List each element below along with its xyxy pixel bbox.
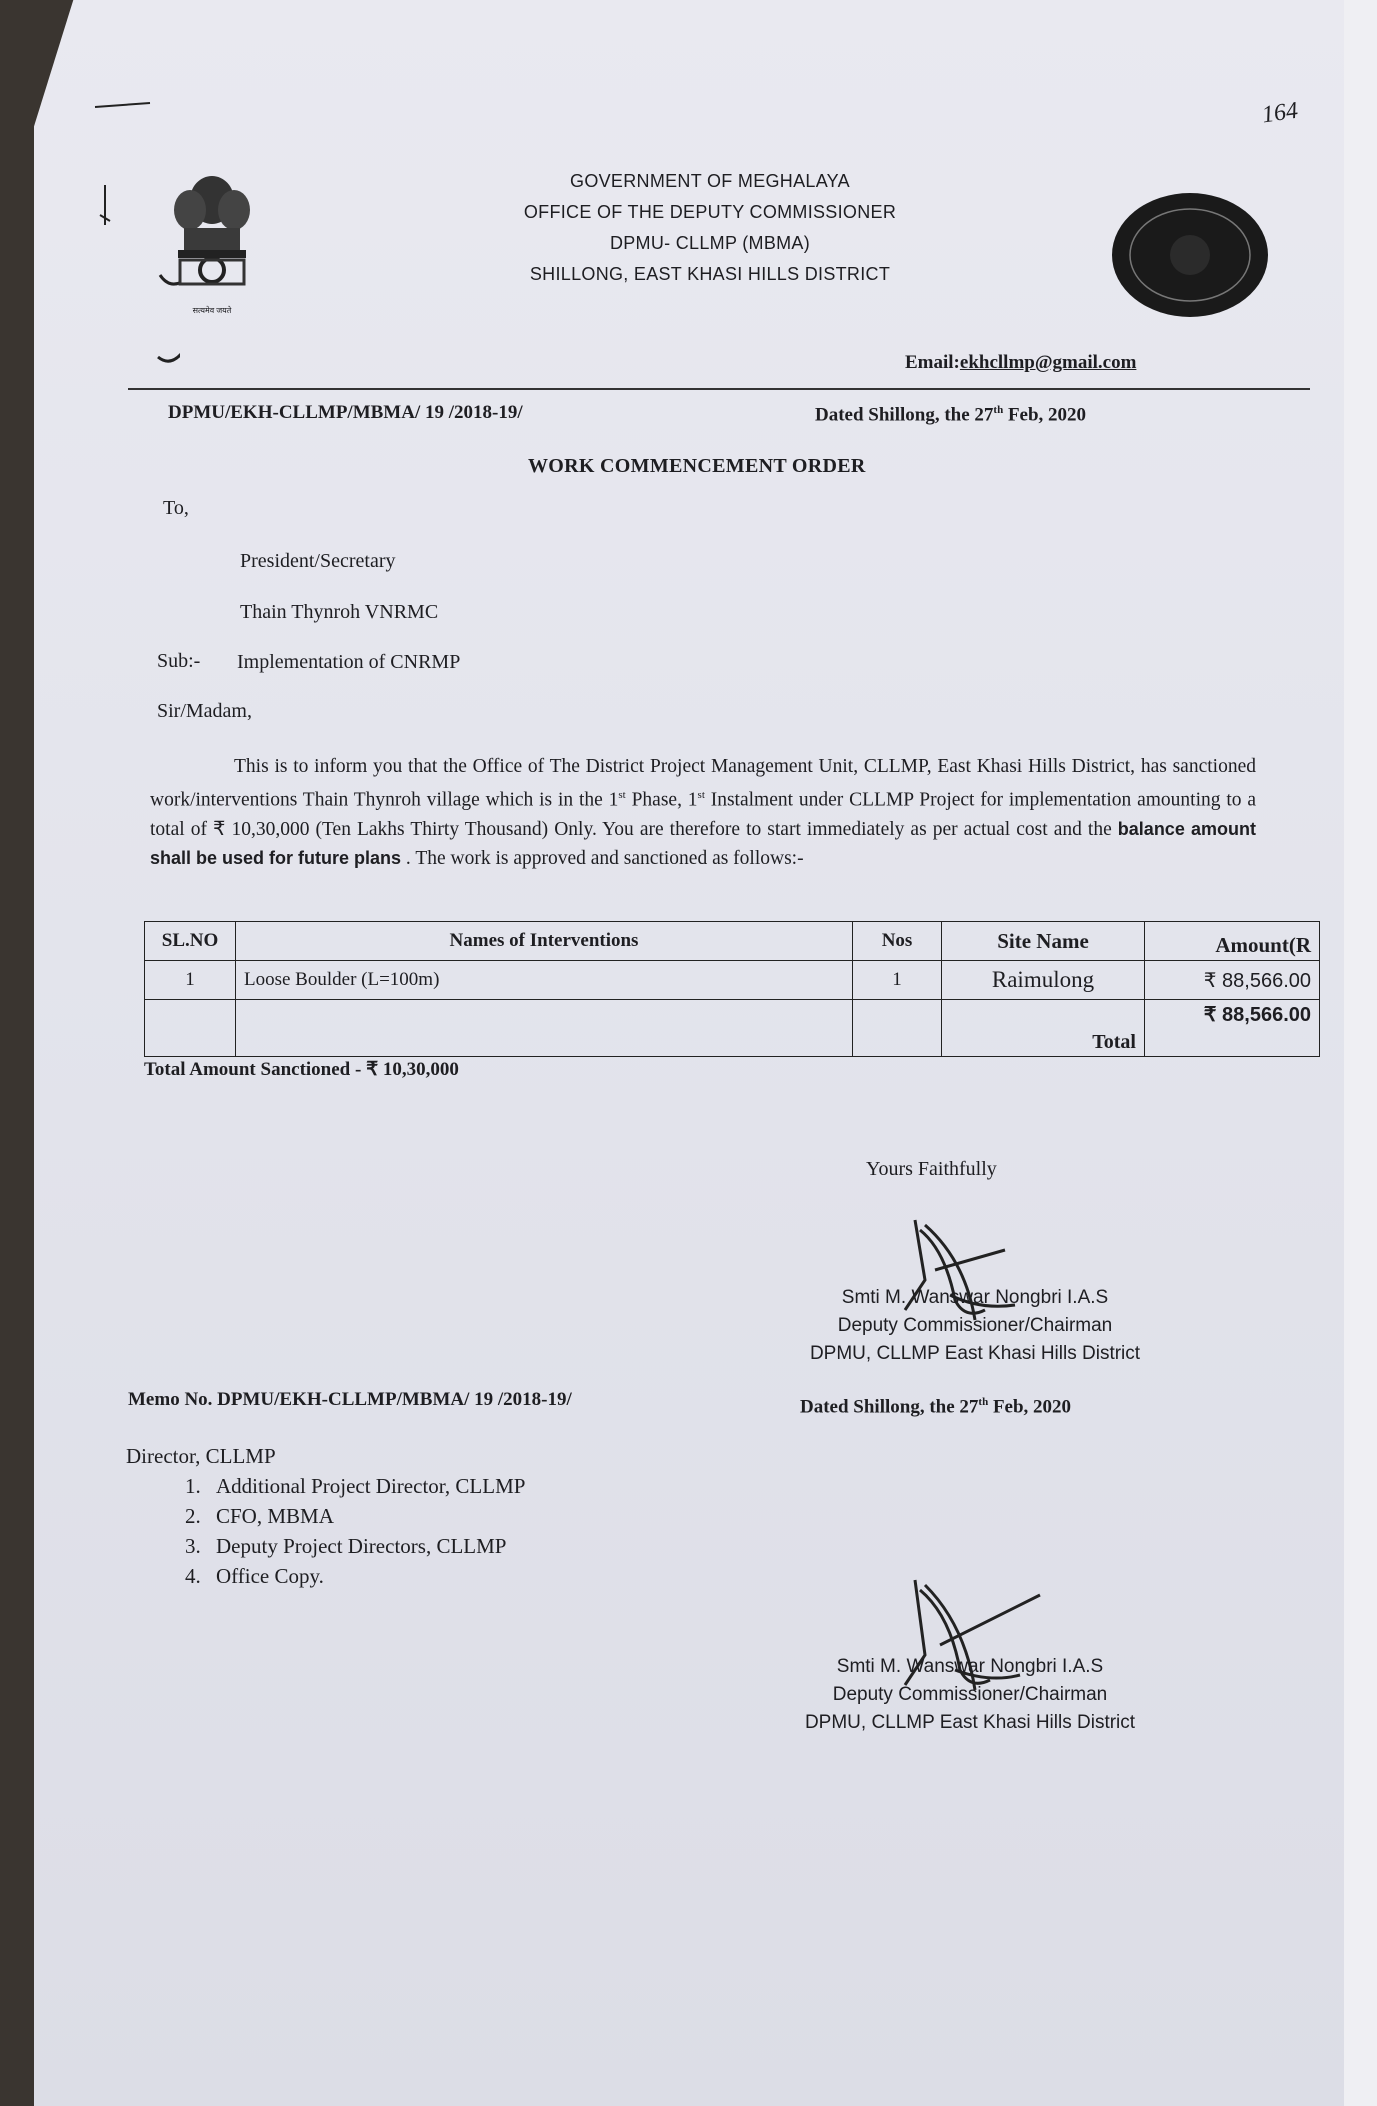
list-item: 2. CFO, MBMA [206, 1501, 525, 1531]
reference-number: DPMU/EKH-CLLMP/MBMA/ 19 /2018-19/ [168, 402, 523, 423]
copy-to-list [126, 1441, 525, 1591]
body-text-4: . The work is approved and sanctioned as follows:- [401, 847, 804, 869]
to-line: To, [163, 497, 189, 519]
interventions-table [144, 921, 1320, 1057]
signatory-office-2: DPMU, CLLMP East Khasi Hills District [804, 1712, 1136, 1733]
memo-date-sup: th [978, 1396, 989, 1408]
memo-date-suffix: Feb, 2020 [988, 1396, 1072, 1418]
cell-amount: ₹ 88,566.00 [1145, 961, 1320, 1000]
memo-number: Memo No. DPMU/EKH-CLLMP/MBMA/ 19 /2018-19/ [128, 1389, 572, 1410]
addressee-line1: President/Secretary [240, 550, 396, 572]
email-label: Email: [905, 352, 960, 373]
body-paragraph [150, 752, 1256, 873]
date-prefix: Dated Shillong, the 27 [815, 404, 994, 426]
copy-to-items [126, 1471, 525, 1591]
subject-text: Implementation of CNRMP [237, 651, 461, 673]
page-number: 164 [1260, 97, 1300, 129]
header-amount: Amount(R [1145, 922, 1320, 961]
letterhead-line4: SHILLONG, EAST KHASI HILLS DISTRICT [529, 264, 891, 284]
copy-to-first: Director, CLLMP [126, 1444, 276, 1468]
addressee-line2: Thain Thynroh VNRMC [240, 601, 439, 623]
closing: Yours Faithfully [866, 1158, 997, 1180]
header-nos: Nos [853, 922, 942, 961]
total-amount: ₹ 88,566.00 [1145, 1000, 1320, 1057]
signatory-designation-1: Deputy Commissioner/Chairman [837, 1315, 1113, 1336]
memo-date [800, 1396, 1071, 1418]
cell-site: Raimulong [942, 961, 1145, 1000]
memo-date-prefix: Dated Shillong, the 27 [800, 1396, 979, 1418]
order-date [815, 404, 1086, 426]
signature-block-1 [785, 1284, 1165, 1368]
ibdlp-seal-icon [1108, 190, 1273, 320]
body-bold-text: balance amount shall be used for future plans [150, 818, 1256, 868]
list-item: 3. Deputy Project Directors, CLLMP [206, 1531, 525, 1561]
signature-block-2 [780, 1653, 1160, 1737]
letterhead-line1: GOVERNMENT OF MEGHALAYA [570, 171, 850, 191]
cell-nos: 1 [853, 961, 942, 1000]
table-row [145, 961, 1320, 1000]
signatory-name-1: Smti M. Wanswar Nongbri I.A.S [841, 1287, 1109, 1308]
emblem-motto: सत्यमेव जयते [192, 306, 232, 315]
email-address[interactable]: ekhcllmp@gmail.com [959, 352, 1137, 373]
table-header-row [145, 922, 1320, 961]
cell-intervention: Loose Boulder (L=100m) [236, 961, 853, 1000]
email-line [905, 352, 1136, 374]
header-slno: SL.NO [145, 922, 236, 961]
ashoka-emblem-icon [162, 170, 262, 300]
total-sanctioned: Total Amount Sanctioned - ₹ 10,30,000 [144, 1059, 459, 1080]
list-item: 1. Additional Project Director, CLLMP [206, 1471, 525, 1501]
table-total-row [145, 1000, 1320, 1057]
signatory-name-2: Smti M. Wanswar Nongbri I.A.S [836, 1656, 1104, 1677]
body-sup-2: st [697, 789, 705, 801]
salutation: Sir/Madam, [157, 700, 252, 722]
letterhead [420, 166, 1000, 290]
cell-slno: 1 [145, 961, 236, 1000]
body-text-1: This is to inform you that the Office of The District Project Management Unit, CLLMP, East Khasi Hills District, has sanctioned work/interventions Thain Thynroh village which is in the 1 [150, 756, 1256, 811]
header-site-name: Site Name [942, 922, 1145, 961]
body-text-2: Phase, 1 [625, 789, 698, 811]
body-sup-1: st [618, 789, 626, 801]
total-label: Total [942, 1000, 1145, 1057]
national-emblem [162, 170, 262, 315]
signatory-office-1: DPMU, CLLMP East Khasi Hills District [809, 1343, 1141, 1364]
date-sup: th [993, 404, 1004, 416]
header-divider [128, 388, 1310, 390]
signatory-designation-2: Deputy Commissioner/Chairman [832, 1684, 1108, 1705]
body-text-3: Instalment under CLLMP Project for implementation amounting to a total of ₹ 10,30,000 (Ten Lakhs Thirty Thousand) Only. You are therefore to start immediately as per actual cost and the [150, 789, 1257, 840]
date-suffix: Feb, 2020 [1003, 404, 1087, 426]
document-title: WORK COMMENCEMENT ORDER [528, 455, 866, 477]
list-item: 4. Office Copy. [206, 1561, 525, 1591]
letterhead-line3: DPMU- CLLMP (MBMA) [609, 233, 811, 253]
subject-label: Sub:- [157, 650, 201, 672]
letterhead-line2: OFFICE OF THE DEPUTY COMMISSIONER [523, 202, 897, 222]
header-interventions: Names of Interventions [236, 922, 853, 961]
